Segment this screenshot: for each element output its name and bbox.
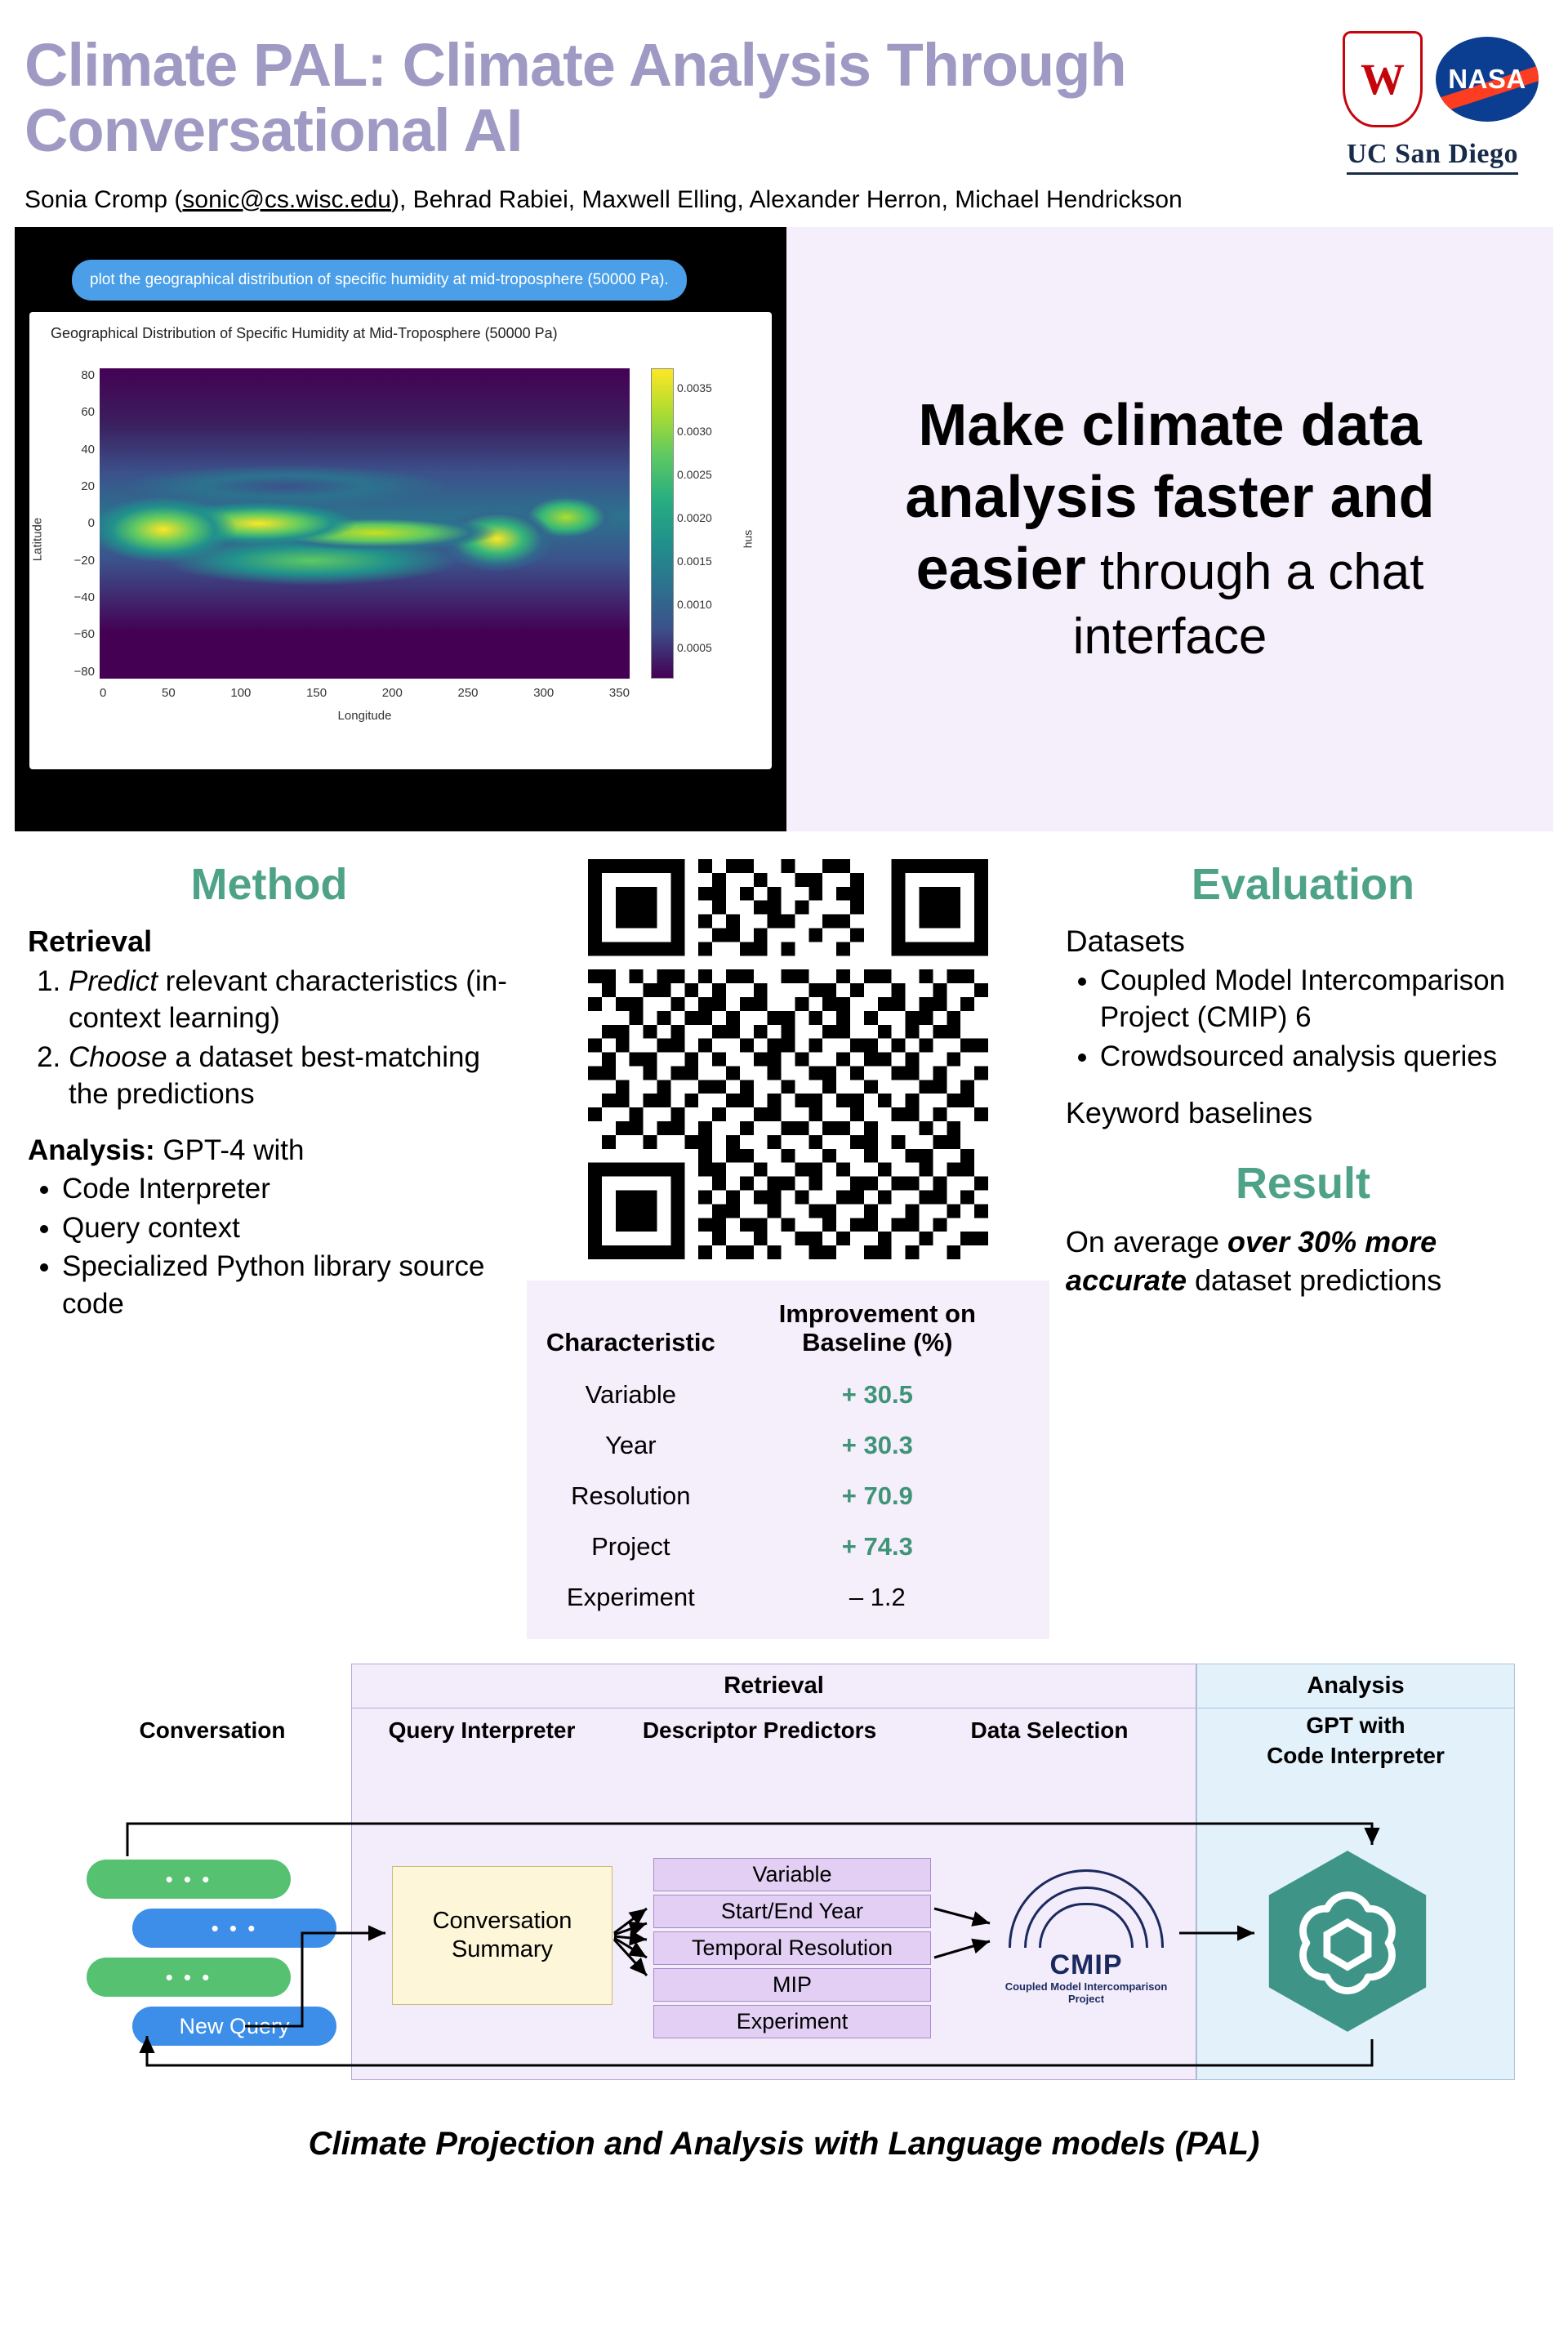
gpt-line-1: GPT with <box>1306 1713 1405 1739</box>
x-tick: 350 <box>608 685 630 700</box>
author-list <box>24 186 1544 214</box>
nasa-logo-text: NASA <box>1448 64 1526 94</box>
conversation-summary-line-1: Conversation <box>432 1907 572 1934</box>
cell-characteristic: Resolution <box>571 1481 691 1511</box>
results-table-body <box>541 1370 1035 1623</box>
y-tick: 60 <box>81 405 95 420</box>
y-axis-label: Latitude <box>30 518 45 562</box>
cell-improvement: + 70.9 <box>841 1481 913 1511</box>
descriptor-list <box>653 1858 931 2042</box>
app-screenshot <box>15 227 786 831</box>
result-heading: Result <box>1235 1159 1370 1209</box>
y-tick: 40 <box>81 442 95 457</box>
chat-bubble-user-1: • • • <box>87 1860 291 1899</box>
x-tick: 300 <box>533 685 555 700</box>
poster-body <box>0 831 1568 1639</box>
results-table <box>541 1294 1035 1623</box>
dataset-item: • Coupled Model Intercomparison Project (CMIP) 6 <box>1100 962 1540 1036</box>
analysis-line <box>28 1134 510 1167</box>
diagram-label-conversation: Conversation <box>139 1717 286 1744</box>
x-tick: 50 <box>162 685 176 700</box>
nasa-logo <box>1436 37 1539 122</box>
poster-header <box>0 0 1568 214</box>
plot-title: Geographical Distribution of Specific Humidity at Mid-Troposphere (50000 Pa) <box>51 324 558 341</box>
results-table-card <box>527 1281 1049 1639</box>
diagram-label-descriptor-predictors: Descriptor Predictors <box>642 1717 877 1744</box>
datasets-list <box>1066 962 1540 1076</box>
diagram-label-gpt <box>1209 1711 1503 1771</box>
descriptor-item-year: Start/End Year <box>653 1895 931 1928</box>
x-axis-ticks <box>100 686 630 700</box>
logo-row <box>1326 31 1539 127</box>
y-tick: −80 <box>74 664 95 679</box>
diagram-caption: Climate Projection and Analysis with Language models (PAL) <box>308 2126 1260 2163</box>
conversation-summary-node <box>392 1866 612 2005</box>
tagline-subtext: through a chat interface <box>1072 543 1424 665</box>
y-tick: 20 <box>81 479 95 493</box>
table-row <box>541 1572 1035 1623</box>
colorbar-tick: 0.0005 <box>677 640 712 654</box>
diagram-analysis-banner: Analysis <box>1197 1664 1514 1708</box>
y-tick: −40 <box>74 590 95 605</box>
cmip-logo-text: CMIP <box>1049 1949 1123 1980</box>
analysis-item: • Code Interpreter <box>62 1170 510 1208</box>
dataset-item: • Crowdsourced analysis queries <box>1100 1038 1540 1076</box>
y-tick: 80 <box>81 368 95 382</box>
retrieval-heading: Retrieval <box>28 924 153 958</box>
center-column <box>527 859 1049 1639</box>
x-tick: 200 <box>381 685 403 700</box>
hero-row <box>0 227 1568 831</box>
x-tick: 100 <box>230 685 252 700</box>
colorbar-label: hus <box>741 530 755 549</box>
colorbar-tick: 0.0010 <box>677 597 712 611</box>
method-step: 2. Choose a dataset best-matching the predictions <box>69 1040 510 1113</box>
page-title: Climate PAL: Climate Analysis Through Conversational AI <box>24 31 1126 164</box>
method-column <box>28 859 510 1639</box>
cell-improvement: + 30.5 <box>841 1380 913 1410</box>
cell-characteristic: Variable <box>585 1380 677 1410</box>
descriptor-item-experiment: Experiment <box>653 2005 931 2038</box>
method-step: 1. Predict relevant characteristics (in-context learning) <box>69 964 510 1037</box>
chat-bubble-user-2: • • • <box>87 1958 291 1997</box>
y-tick: −60 <box>74 627 95 642</box>
uw-madison-logo <box>1343 31 1423 127</box>
authors-prefix: Sonia Cromp ( <box>24 185 183 213</box>
method-heading: Method <box>190 859 348 909</box>
qr-wrapper[interactable] <box>527 859 1049 1259</box>
table-row <box>541 1471 1035 1521</box>
analysis-item: • Specialized Python library source code <box>62 1248 510 1322</box>
logo-group <box>1326 31 1539 175</box>
humidity-heatmap <box>100 368 630 679</box>
analysis-items <box>28 1170 510 1322</box>
result-prefix: On average <box>1065 1225 1228 1259</box>
y-tick: −20 <box>74 553 95 568</box>
results-table-head <box>541 1294 1035 1370</box>
plot-card <box>29 312 772 769</box>
plot-area <box>30 349 760 733</box>
cell-characteristic: Project <box>591 1532 670 1561</box>
tagline-panel <box>786 227 1553 831</box>
chat-bubble-new-query: New Query <box>132 2007 336 2046</box>
colorbar-tick: 0.0020 <box>677 510 712 524</box>
table-row <box>541 1420 1035 1471</box>
chat-bubble-assistant-1: • • • <box>132 1909 336 1948</box>
tagline-emphasis: Make climate data analysis faster and easier <box>905 393 1435 602</box>
colorbar-tick: 0.0035 <box>677 381 712 394</box>
descriptor-item-resolution: Temporal Resolution <box>653 1931 931 1965</box>
tagline-text <box>817 390 1522 667</box>
colorbar <box>651 368 674 679</box>
gpt-line-2: Code Interpreter <box>1267 1742 1445 1768</box>
authors-suffix: ), Behrad Rabiei, Maxwell Elling, Alexander Herron, Michael Hendrickson <box>390 185 1183 213</box>
descriptor-item-variable: Variable <box>653 1858 931 1891</box>
x-tick: 250 <box>457 685 479 700</box>
openai-logo <box>1262 1847 1433 2035</box>
openai-hexagon-icon <box>1262 1847 1433 2035</box>
analysis-value: GPT-4 with <box>154 1134 305 1166</box>
colorbar-ticks <box>677 368 724 679</box>
descriptor-item-mip: MIP <box>653 1968 931 2002</box>
colorbar-tick: 0.0015 <box>677 554 712 568</box>
analysis-label: Analysis: <box>28 1134 155 1166</box>
x-axis-label: Longitude <box>337 708 392 723</box>
method-step-emphasis: Choose <box>69 1041 167 1074</box>
qr-code-icon[interactable] <box>588 859 988 1259</box>
table-row <box>541 1370 1035 1420</box>
diagram-retrieval-banner: Retrieval <box>352 1664 1196 1708</box>
diagram-label-data-selection: Data Selection <box>970 1717 1129 1744</box>
keyword-baselines: Keyword baselines <box>1065 1096 1313 1130</box>
datasets-heading: Datasets <box>1065 924 1185 958</box>
table-row <box>541 1521 1035 1572</box>
x-tick: 0 <box>100 685 107 700</box>
cmip-logo-subtext: Coupled Model Intercomparison Project <box>1004 1980 1168 2005</box>
cell-improvement: + 30.3 <box>841 1431 913 1460</box>
cmip-logo <box>996 1860 1176 2015</box>
x-tick: 150 <box>306 685 327 700</box>
author-email-link[interactable]: sonic@cs.wisc.edu <box>182 185 391 213</box>
uw-logo-letter: W <box>1361 55 1405 104</box>
y-tick: 0 <box>87 516 95 531</box>
colorbar-tick: 0.0030 <box>677 424 712 438</box>
conversation-summary-line-2: Summary <box>451 1936 554 1963</box>
evaluation-heading: Evaluation <box>1191 859 1414 909</box>
diagram-label-query-interpreter: Query Interpreter <box>388 1717 576 1744</box>
column-header-characteristic: Characteristic <box>546 1327 715 1356</box>
cell-improvement: – 1.2 <box>849 1583 906 1612</box>
system-diagram <box>33 1664 1535 2121</box>
cmip-rings-icon <box>1009 1869 1164 1948</box>
analysis-item: • Query context <box>62 1209 510 1247</box>
method-steps <box>33 964 510 1113</box>
y-axis-ticks <box>59 368 95 679</box>
chat-query-bubble: plot the geographical distribution of specific humidity at mid-troposphere (50000 Pa). <box>72 260 687 301</box>
result-emphasis: over 30% more accurate <box>1065 1225 1437 1298</box>
evaluation-column <box>1066 859 1540 1639</box>
cell-characteristic: Year <box>604 1431 657 1460</box>
ucsd-logo: UC San Diego <box>1347 139 1518 175</box>
result-text <box>1066 1223 1540 1300</box>
table-header-row <box>541 1294 1035 1370</box>
column-header-improvement: Improvement on Baseline (%) <box>778 1298 976 1356</box>
method-step-emphasis: Predict <box>69 964 158 997</box>
result-suffix: dataset predictions <box>1187 1263 1442 1298</box>
colorbar-tick: 0.0025 <box>677 467 712 481</box>
cell-characteristic: Experiment <box>566 1583 695 1612</box>
cell-improvement: + 74.3 <box>841 1532 913 1561</box>
